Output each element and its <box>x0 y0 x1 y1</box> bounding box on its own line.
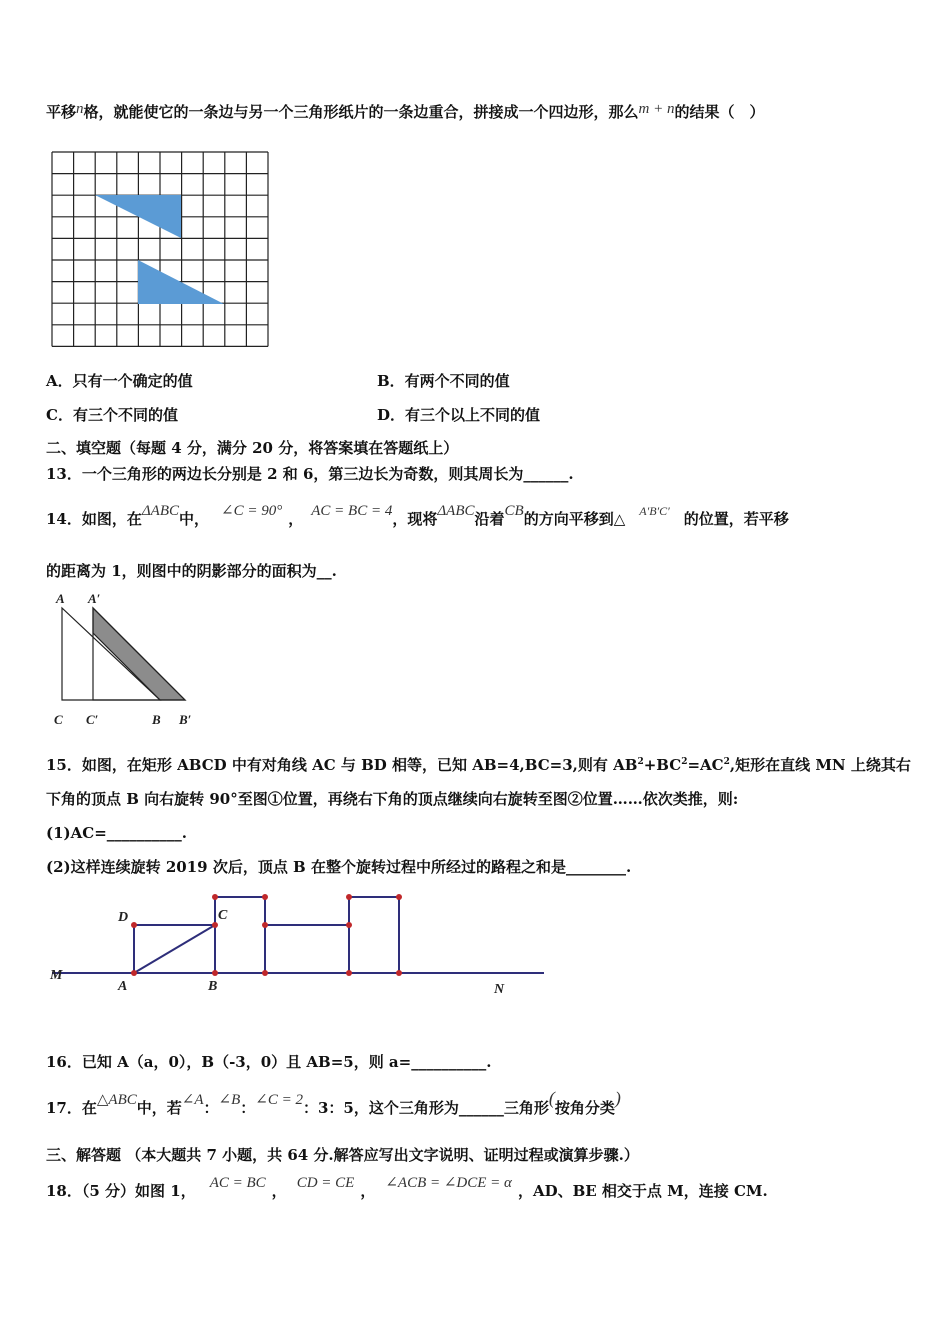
option-a[interactable]: A．只有一个确定的值 <box>46 372 193 390</box>
question-15: 15．如图，在矩形 ABCD 中有对角线 AC 与 BD 相等，已知 AB=4,BC=3,则有 $AB^2+BC^2=AC^2$,矩形在直线 MN 上绕其右 <box>46 756 911 774</box>
label-b: B <box>152 712 161 727</box>
question-13: 13．一个三角形的两边长分别是 2 和 6，第三边长为奇数，则其周长为______. <box>46 465 574 483</box>
rectangle-position-3 <box>349 897 399 973</box>
label-c: C <box>218 908 228 923</box>
label-c: C <box>54 712 63 727</box>
section-3-title: 三、解答题 （本大题共 7 小题，共 64 分.解答应写出文字说明、证明过程或演算步骤.） <box>46 1146 639 1164</box>
question-18: 18．（5 分）如图 1， AC = BC ， CD = CE ， ∠ACB = ∠DCE = α ，AD、BE 相交于点 M，连接 CM. <box>46 1175 768 1200</box>
question-14: 14．如图，在ΔABC中， ∠C = 90° ， AC = BC = 4，现将ΔABC沿着CB的方向平移到△ $^{A'B'C'}$ 的位置，若平移 <box>46 503 789 528</box>
triangle-abc-prime <box>93 608 185 700</box>
label-c-prime: C′ <box>86 712 99 727</box>
label-a: A <box>56 591 65 606</box>
question-14-line2: 的距离为 1，则图中的阴影部分的面积为__. <box>46 562 337 580</box>
question-15-part2: (2)这样连续旋转 2019 次后，顶点 B 在整个旋转过程中所经过的路程之和是________. <box>46 858 632 876</box>
label-b: B <box>208 979 218 994</box>
q12-stem: 平移n格，就能使它的一条边与另一个三角形纸片的一条边重合，拼接成一个四边形，那么m + n的结果（ ） <box>46 101 765 121</box>
label-n: N <box>494 982 505 997</box>
label-b-prime: B′ <box>179 712 192 727</box>
label-a-prime: A′ <box>88 591 101 606</box>
label-a: A <box>118 979 128 994</box>
rotation-figure <box>46 882 548 998</box>
question-17: 17．在△ABC中，若∠A：∠B：∠C = 2：3：5，这个三角形为______三角形(按角分类) <box>46 1088 621 1117</box>
translation-figure <box>48 590 208 730</box>
label-d: D <box>118 910 129 925</box>
label-m: M <box>50 968 63 983</box>
triangle-abc <box>62 608 160 700</box>
section-2-title: 二、填空题（每题 4 分，满分 20 分，将答案填在答题纸上） <box>46 439 459 457</box>
question-16: 16．已知 A（a，0），B（-3，0）且 AB=5，则 a=__________. <box>46 1053 492 1071</box>
diagonal-ac <box>134 925 215 973</box>
question-15-part1: (1)AC=__________. <box>46 824 187 842</box>
grid-figure <box>50 150 272 350</box>
question-15-line2: 下角的顶点 B 向右旋转 90°至图①位置，再绕右下角的顶点继续向右旋转至图②位置……依次类推，则: <box>46 790 739 808</box>
rectangle-position-2 <box>265 925 349 973</box>
option-d[interactable]: D．有三个以上不同的值 <box>377 406 541 424</box>
option-c[interactable]: C．有三个不同的值 <box>46 406 178 424</box>
option-b[interactable]: B．有两个不同的值 <box>377 372 510 390</box>
